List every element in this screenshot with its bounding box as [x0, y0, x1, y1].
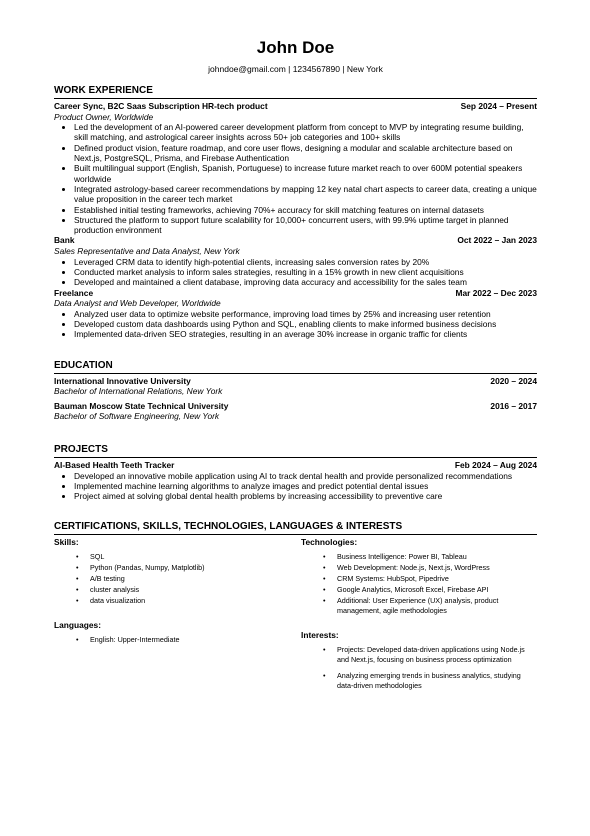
- job-bullets: [54, 122, 537, 235]
- job-company: Career Sync, B2C Saas Subscription HR-tech product: [54, 101, 268, 111]
- skill-item: • A/B testing: [76, 574, 301, 584]
- job-entry: [54, 101, 537, 235]
- job-dates: Sep 2024 – Present: [460, 101, 537, 111]
- technologies-list: [301, 552, 537, 616]
- job-bullets: [54, 309, 537, 340]
- resume-page: [54, 38, 537, 692]
- interest-item: • Projects: Developed data-driven applications using Node.js and Next.js, focusing on business process optimization: [323, 645, 537, 665]
- project-bullets: [54, 471, 537, 502]
- technology-item: • CRM Systems: HubSpot, Pipedrive: [323, 574, 537, 584]
- bullet-item: • Built multilingual support (English, Spanish, Portuguese) to increase future market reach to over 600M potential speakers worldwide: [74, 163, 537, 184]
- bullet-item: • Implemented machine learning algorithms to analyze images and predict potential dental issues: [74, 481, 537, 491]
- bullet-item: • Defined product vision, feature roadmap, and core user flows, designing a modular and scalable architecture based on Next.js, PostgreSQL, Prisma, and Firebase Authentication: [74, 143, 537, 164]
- bullet-item: • Project aimed at solving global dental health problems by increasing accessibility to preventive care: [74, 491, 537, 501]
- bullet-item: • Led the development of an AI-powered career development platform from concept to MVP by integrating resume building, skill matching, and astrological career insights across 50+ job categories and 100+ skills: [74, 122, 537, 143]
- education-dates: 2020 – 2024: [490, 375, 537, 386]
- job-company: Freelance: [54, 287, 94, 298]
- technologies-heading: Technologies:: [301, 537, 358, 548]
- skill-item: • data visualization: [76, 596, 301, 606]
- job-entry: [54, 235, 537, 287]
- right-column: [301, 537, 537, 692]
- section-title: WORK EXPERIENCE: [54, 85, 537, 99]
- languages-heading: Languages:: [54, 620, 101, 631]
- project-name: AI-Based Health Teeth Tracker: [54, 459, 175, 470]
- skill-item: • SQL: [76, 552, 301, 562]
- candidate-name: John Doe: [256, 38, 335, 57]
- technology-item: • Additional: User Experience (UX) analysis, product management, agile methodologies: [323, 596, 537, 616]
- job-role: Product Owner, Worldwide: [54, 111, 154, 122]
- section-title: PROJECTS: [54, 444, 537, 458]
- job-dates: Oct 2022 – Jan 2023: [457, 235, 537, 246]
- job-role: Data Analyst and Web Developer, Worldwide: [54, 298, 221, 309]
- section-title: EDUCATION: [54, 360, 537, 374]
- interests-heading: Interests:: [301, 630, 339, 641]
- skills-list: [54, 552, 301, 606]
- bullet-item: • Structured the platform to support future scalability for 10,000+ concurrent users, with 99.9% uptime target in planned production environment: [74, 215, 537, 236]
- bullet-item: • Analyzed user data to optimize website performance, improving load times by 25% and increasing user retention: [74, 309, 537, 319]
- education-section: [54, 360, 537, 422]
- left-column: [54, 537, 301, 692]
- bullet-item: • Conducted market analysis to inform sales strategies, resulting in a 15% growth in new client acquisitions: [74, 267, 537, 277]
- technology-item: • Business Intelligence: Power BI, Tableau: [323, 552, 537, 562]
- contact-line: johndoe@gmail.com | 1234567890 | New York: [208, 64, 383, 74]
- degree: Bachelor of International Relations, New York: [54, 386, 223, 397]
- technology-item: • Web Development: Node.js, Next.js, WordPress: [323, 563, 537, 573]
- technology-item: • Google Analytics, Microsoft Excel, Firebase API: [323, 585, 537, 595]
- school-name: Bauman Moscow State Technical University: [54, 400, 229, 411]
- certifications-section: [54, 521, 537, 692]
- school-name: International Innovative University: [54, 375, 191, 386]
- project-entry: [54, 460, 537, 501]
- bullet-item: • Developed custom data dashboards using Python and SQL, enabling clients to make informed business decisions: [74, 319, 537, 329]
- degree: Bachelor of Software Engineering, New York: [54, 411, 220, 422]
- job-entry: [54, 288, 537, 340]
- language-item: • English: Upper-Intermediate: [76, 635, 301, 645]
- bullet-item: • Developed an innovative mobile application using AI to track dental health and provide personalized recommendations: [74, 471, 537, 481]
- bullet-item: • Developed and maintained a client database, improving data accuracy and accessibility for the sales team: [74, 277, 537, 287]
- skills-columns: [54, 537, 537, 692]
- skill-item: • cluster analysis: [76, 585, 301, 595]
- section-title: CERTIFICATIONS, SKILLS, TECHNOLOGIES, LANGUAGES & INTERESTS: [54, 521, 537, 535]
- work-experience-section: [54, 85, 537, 340]
- skill-item: • Python (Pandas, Numpy, Matplotlib): [76, 563, 301, 573]
- skills-heading: Skills:: [54, 537, 79, 548]
- education-entry: [54, 376, 537, 397]
- bullet-item: • Leveraged CRM data to identify high-potential clients, increasing sales conversion rates by 20%: [74, 257, 537, 267]
- bullet-item: • Established initial testing frameworks, achieving 70%+ accuracy for skill matching features on internal datasets: [74, 205, 537, 215]
- job-role: Sales Representative and Data Analyst, New York: [54, 246, 240, 257]
- bullet-item: • Implemented data-driven SEO strategies, resulting in an average 30% increase in organic traffic for clients: [74, 329, 537, 339]
- job-company: Bank: [54, 235, 75, 246]
- education-dates: 2016 – 2017: [490, 400, 537, 411]
- bullet-item: • Integrated astrology-based career recommendations by mapping 12 key natal chart aspects to career data, creating a unique value proposition in the career tech market: [74, 184, 537, 205]
- projects-section: [54, 444, 537, 501]
- education-entry: [54, 401, 537, 422]
- job-bullets: [54, 257, 537, 288]
- project-dates: Feb 2024 – Aug 2024: [454, 459, 537, 470]
- interest-item: • Analyzing emerging trends in business analytics, studying data-driven methodologies: [323, 671, 537, 691]
- languages-list: [54, 635, 301, 645]
- job-dates: Mar 2022 – Dec 2023: [455, 287, 537, 298]
- interests-list: [301, 645, 537, 691]
